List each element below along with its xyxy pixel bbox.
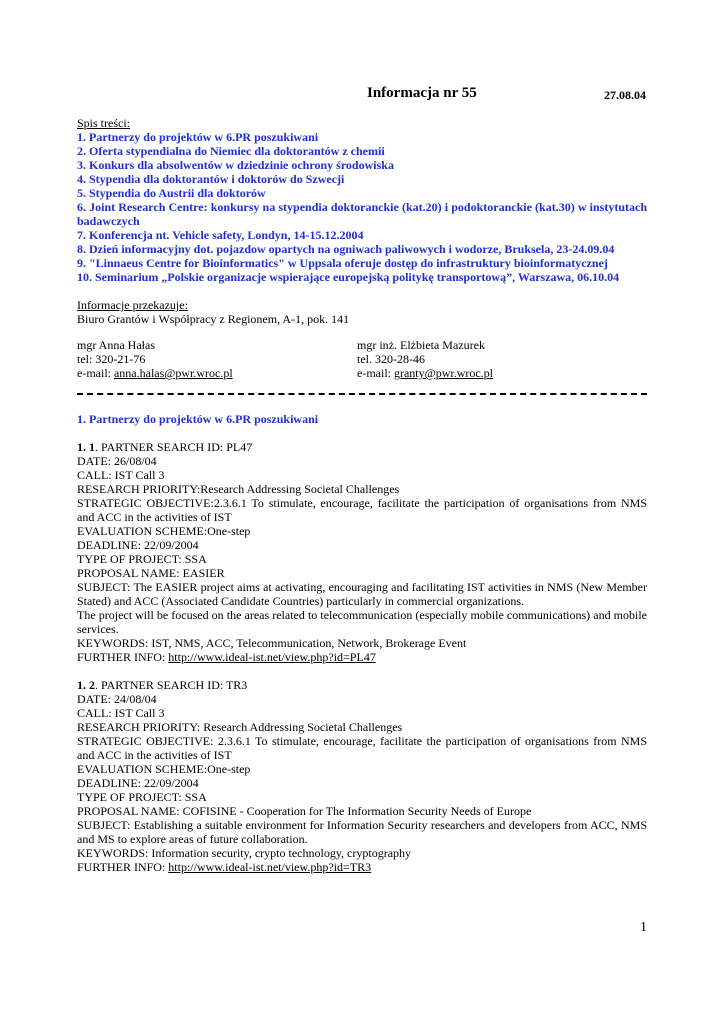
document-header bbox=[77, 86, 647, 106]
record-line: KEYWORDS: IST, NMS, ACC, Telecommunication, Network, Brokerage Event bbox=[77, 636, 467, 650]
contact-right bbox=[357, 338, 637, 380]
record-line: DEADLINE: 22/09/2004 bbox=[77, 776, 199, 790]
document-date: 27.08.04 bbox=[604, 88, 646, 102]
contact-phone: tel: 320-21-76 bbox=[77, 352, 146, 366]
toc-item[interactable]: 4. Stypendia dla doktorantów i doktorów do Szwecji bbox=[77, 172, 345, 186]
toc-item[interactable]: 6. Joint Research Centre: konkursy na stypendia doktoranckie (kat.20) i podoktoranckie (kat.30) w instytutach badawczych bbox=[77, 200, 647, 228]
contact-email-link[interactable]: anna.halas@pwr.wroc.pl bbox=[113, 366, 233, 380]
record-line: CALL: IST Call 3 bbox=[77, 468, 165, 482]
info-prefix: FURTHER INFO: bbox=[77, 650, 169, 664]
contact-name: mgr inż. Elżbieta Mazurek bbox=[357, 338, 485, 352]
dashed-divider bbox=[77, 393, 647, 399]
further-info-link[interactable]: http://www.ideal-ist.net/view.php?id=TR3 bbox=[168, 860, 372, 874]
record-line: EVALUATION SCHEME:One-step bbox=[77, 524, 251, 538]
toc-item[interactable]: 2. Oferta stypendialna do Niemiec dla doktorantów z chemii bbox=[77, 144, 385, 158]
table-of-contents bbox=[77, 116, 647, 284]
record-line: SUBJECT: The EASIER project aims at activating, encouraging and facilitating IST activities in NMS (New Member Stated) and ACC (Associated Candidate Countries) particularly in commercial organizations. bbox=[77, 580, 647, 608]
further-info-link[interactable]: http://www.ideal-ist.net/view.php?id=PL47 bbox=[168, 650, 376, 664]
record-line: RESEARCH PRIORITY: Research Addressing Societal Challenges bbox=[77, 720, 403, 734]
office-address: Biuro Grantów i Współpracy z Regionem, A-1, pok. 141 bbox=[77, 312, 350, 326]
toc-item[interactable]: 3. Konkurs dla absolwentów w dziedzinie ochrony środowiska bbox=[77, 158, 394, 172]
contact-phone: tel. 320-28-46 bbox=[357, 352, 425, 366]
record-number: 1. 2 bbox=[77, 678, 95, 692]
email-prefix: e-mail: bbox=[357, 366, 394, 380]
record-line: TYPE OF PROJECT: SSA bbox=[77, 552, 207, 566]
record-number: 1. 1 bbox=[77, 440, 95, 454]
partner-record bbox=[77, 678, 647, 874]
page-number: 1 bbox=[640, 920, 647, 935]
record-line: DEADLINE: 22/09/2004 bbox=[77, 538, 199, 552]
contacts-block bbox=[77, 298, 647, 382]
record-title: . PARTNER SEARCH ID: PL47 bbox=[95, 440, 253, 454]
record-line: KEYWORDS: Information security, crypto technology, cryptography bbox=[77, 846, 412, 860]
contact-name: mgr Anna Hałas bbox=[77, 338, 155, 352]
email-prefix: e-mail: bbox=[77, 366, 114, 380]
record-line: DATE: 24/08/04 bbox=[77, 692, 157, 706]
document-title: Informacja nr 55 bbox=[367, 85, 477, 101]
record-line: STRATEGIC OBJECTIVE: 2.3.6.1 To stimulate, encourage, facilitate the participation of organisations from NMS and ACC in the activities of IST bbox=[77, 734, 647, 762]
contact-email-link[interactable]: granty@pwr.wroc.pl bbox=[393, 366, 494, 380]
partner-record bbox=[77, 440, 647, 664]
record-line: PROPOSAL NAME: EASIER bbox=[77, 566, 225, 580]
section-heading: 1. Partnerzy do projektów w 6.PR poszukiwani bbox=[77, 412, 319, 426]
record-line: CALL: IST Call 3 bbox=[77, 706, 165, 720]
section-partners bbox=[77, 412, 647, 874]
contacts-label: Informacje przekazuje: bbox=[77, 298, 188, 312]
toc-item[interactable]: 10. Seminarium „Polskie organizacje wspierające europejską politykę transportową”, Warszawa, 06.10.04 bbox=[77, 270, 620, 284]
toc-item[interactable]: 9. "Linnaeus Centre for Bioinformatics" w Uppsala oferuje dostęp do infrastruktury bioinformatycznej bbox=[77, 256, 608, 270]
toc-item[interactable]: 5. Stypendia do Austrii dla doktorów bbox=[77, 186, 266, 200]
contact-left bbox=[77, 338, 357, 380]
record-line: TYPE OF PROJECT: SSA bbox=[77, 790, 207, 804]
record-line: DATE: 26/08/04 bbox=[77, 454, 157, 468]
toc-item[interactable]: 1. Partnerzy do projektów w 6.PR poszukiwani bbox=[77, 130, 319, 144]
info-prefix: FURTHER INFO: bbox=[77, 860, 169, 874]
record-line: STRATEGIC OBJECTIVE:2.3.6.1 To stimulate, encourage, facilitate the participation of organisations from NMS and ACC in the activities of IST bbox=[77, 496, 647, 524]
toc-item[interactable]: 8. Dzień informacyjny dot. pojazdow opartych na ogniwach paliwowych i wodorze, Bruksela, 23-24.09.04 bbox=[77, 242, 615, 256]
record-line: EVALUATION SCHEME:One-step bbox=[77, 762, 251, 776]
toc-item[interactable]: 7. Konferencja nt. Vehicle safety, Londyn, 14-15.12.2004 bbox=[77, 228, 364, 242]
record-line: SUBJECT: Establishing a suitable environment for Information Security researchers and developers from ACC, NMS and MS to explore areas of future collaboration. bbox=[77, 818, 647, 846]
record-line: PROPOSAL NAME: COFISINE - Cooperation for The Information Security Needs of Europe bbox=[77, 804, 532, 818]
record-line: The project will be focused on the areas related to telecommunication (especially mobile communications) and mobile services. bbox=[77, 608, 647, 636]
record-title: . PARTNER SEARCH ID: TR3 bbox=[95, 678, 248, 692]
record-line: RESEARCH PRIORITY:Research Addressing Societal Challenges bbox=[77, 482, 400, 496]
toc-label: Spis treści: bbox=[77, 116, 130, 130]
